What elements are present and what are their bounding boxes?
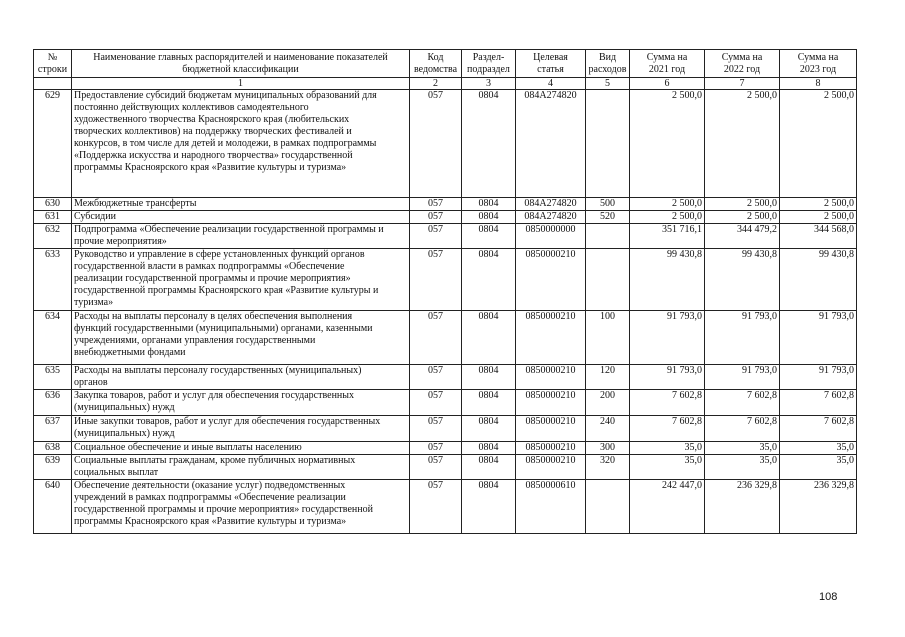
column-number: 3 xyxy=(462,78,516,90)
row-sum-2021: 2 500,0 xyxy=(630,198,705,211)
row-target-code: 0850000610 xyxy=(516,480,586,534)
row-number: 640 xyxy=(34,480,72,534)
row-sum-2022: 2 500,0 xyxy=(705,90,780,198)
row-name: Расходы на выплаты персоналу в целях обеспечения выполнения функций государственными (муниципальными) органами, казенными учреждениями, органами управления государственными внебюджетными фондами xyxy=(72,311,410,365)
row-sum-2022: 35,0 xyxy=(705,455,780,480)
header-expense: Вид расходов xyxy=(586,50,630,78)
row-sum-2022: 35,0 xyxy=(705,442,780,455)
row-name: Расходы на выплаты персоналу государственных (муниципальных) органов xyxy=(72,365,410,390)
table-row xyxy=(34,442,857,455)
row-dept-code: 057 xyxy=(410,198,462,211)
row-number: 633 xyxy=(34,249,72,311)
row-sum-2023: 7 602,8 xyxy=(780,390,857,416)
column-number: 2 xyxy=(410,78,462,90)
row-target-code: 084А274820 xyxy=(516,198,586,211)
row-target-code: 0850000210 xyxy=(516,390,586,416)
row-expense-type: 500 xyxy=(586,198,630,211)
table-row xyxy=(34,390,857,416)
row-section-code: 0804 xyxy=(462,365,516,390)
row-expense-type xyxy=(586,249,630,311)
row-dept-code: 057 xyxy=(410,224,462,249)
row-expense-type: 520 xyxy=(586,211,630,224)
row-dept-code: 057 xyxy=(410,480,462,534)
table-row xyxy=(34,249,857,311)
row-section-code: 0804 xyxy=(462,249,516,311)
row-expense-type xyxy=(586,480,630,534)
row-dept-code: 057 xyxy=(410,90,462,198)
row-name: Социальные выплаты гражданам, кроме публичных нормативных социальных выплат xyxy=(72,455,410,480)
row-name: Закупка товаров, работ и услуг для обеспечения государственных (муниципальных) нужд xyxy=(72,390,410,416)
row-sum-2023: 236 329,8 xyxy=(780,480,857,534)
table-row xyxy=(34,311,857,365)
row-sum-2023: 35,0 xyxy=(780,442,857,455)
column-number: 8 xyxy=(780,78,857,90)
row-number: 630 xyxy=(34,198,72,211)
row-expense-type: 300 xyxy=(586,442,630,455)
row-target-code: 0850000210 xyxy=(516,455,586,480)
row-sum-2023: 35,0 xyxy=(780,455,857,480)
row-sum-2021: 99 430,8 xyxy=(630,249,705,311)
row-target-code: 084А274820 xyxy=(516,90,586,198)
header-sum-2022: Сумма на 2022 год xyxy=(705,50,780,78)
row-section-code: 0804 xyxy=(462,211,516,224)
row-number: 632 xyxy=(34,224,72,249)
row-name: Обеспечение деятельности (оказание услуг) подведомственных учреждений в рамках подпрограммы «Обеспечение реализации государственной программы и прочие мероприятия» государственной программы Красноярского края «Развитие культуры и туризма» xyxy=(72,480,410,534)
row-sum-2023: 91 793,0 xyxy=(780,365,857,390)
row-target-code: 0850000210 xyxy=(516,416,586,442)
row-sum-2021: 35,0 xyxy=(630,442,705,455)
row-sum-2022: 91 793,0 xyxy=(705,365,780,390)
column-number: 7 xyxy=(705,78,780,90)
row-target-code: 0850000210 xyxy=(516,249,586,311)
row-target-code: 084А274820 xyxy=(516,211,586,224)
header-row xyxy=(34,50,857,78)
table-row xyxy=(34,455,857,480)
row-sum-2021: 35,0 xyxy=(630,455,705,480)
row-name: Руководство и управление в сфере установленных функций органов государственной власти в рамках подпрограммы «Обеспечение реализации государственной программы и прочие мероприятия» государственной программы Красноярского края «Развитие культуры и туризма» xyxy=(72,249,410,311)
table-row xyxy=(34,480,857,534)
column-number: 6 xyxy=(630,78,705,90)
row-dept-code: 057 xyxy=(410,365,462,390)
row-sum-2023: 344 568,0 xyxy=(780,224,857,249)
row-sum-2021: 242 447,0 xyxy=(630,480,705,534)
row-sum-2021: 2 500,0 xyxy=(630,90,705,198)
row-sum-2021: 351 716,1 xyxy=(630,224,705,249)
row-target-code: 0850000000 xyxy=(516,224,586,249)
table-row xyxy=(34,211,857,224)
row-sum-2022: 7 602,8 xyxy=(705,390,780,416)
row-sum-2023: 91 793,0 xyxy=(780,311,857,365)
row-sum-2023: 7 602,8 xyxy=(780,416,857,442)
column-number: 4 xyxy=(516,78,586,90)
header-sum-2023: Сумма на 2023 год xyxy=(780,50,857,78)
row-sum-2022: 7 602,8 xyxy=(705,416,780,442)
row-section-code: 0804 xyxy=(462,455,516,480)
row-dept-code: 057 xyxy=(410,211,462,224)
table-row xyxy=(34,198,857,211)
header-target: Целевая статья xyxy=(516,50,586,78)
column-numbers-row xyxy=(34,78,857,90)
page-number: 108 xyxy=(819,591,838,603)
row-sum-2021: 7 602,8 xyxy=(630,416,705,442)
header-num: № строки xyxy=(34,50,72,78)
row-expense-type xyxy=(586,90,630,198)
column-number: 5 xyxy=(586,78,630,90)
table-row xyxy=(34,90,857,198)
header-name: Наименование главных распорядителей и наименование показателей бюджетной классификации xyxy=(72,50,410,78)
row-expense-type: 100 xyxy=(586,311,630,365)
row-dept-code: 057 xyxy=(410,249,462,311)
row-dept-code: 057 xyxy=(410,311,462,365)
row-section-code: 0804 xyxy=(462,480,516,534)
table-body xyxy=(34,90,857,534)
row-sum-2021: 7 602,8 xyxy=(630,390,705,416)
header-dept: Код ведомства xyxy=(410,50,462,78)
row-sum-2022: 2 500,0 xyxy=(705,198,780,211)
column-number xyxy=(34,78,72,90)
row-dept-code: 057 xyxy=(410,390,462,416)
row-expense-type: 120 xyxy=(586,365,630,390)
table-row xyxy=(34,416,857,442)
table-row xyxy=(34,224,857,249)
row-section-code: 0804 xyxy=(462,311,516,365)
header-sum-2021: Сумма на 2021 год xyxy=(630,50,705,78)
row-name: Социальное обеспечение и иные выплаты населению xyxy=(72,442,410,455)
row-sum-2023: 2 500,0 xyxy=(780,198,857,211)
row-sum-2023: 2 500,0 xyxy=(780,211,857,224)
row-sum-2022: 91 793,0 xyxy=(705,311,780,365)
row-expense-type: 200 xyxy=(586,390,630,416)
row-dept-code: 057 xyxy=(410,416,462,442)
header-section: Раздел- подраздел xyxy=(462,50,516,78)
row-sum-2021: 91 793,0 xyxy=(630,365,705,390)
row-number: 629 xyxy=(34,90,72,198)
row-number: 637 xyxy=(34,416,72,442)
column-number: 1 xyxy=(72,78,410,90)
row-sum-2022: 99 430,8 xyxy=(705,249,780,311)
row-number: 639 xyxy=(34,455,72,480)
row-sum-2021: 91 793,0 xyxy=(630,311,705,365)
row-number: 631 xyxy=(34,211,72,224)
row-section-code: 0804 xyxy=(462,390,516,416)
row-name: Предоставление субсидий бюджетам муниципальных образований для постоянно действующих коллективов самодеятельного художественного творчества Красноярского края (любительских творческих коллективов) на поддержку творческих фестивалей и конкурсов, в том числе для детей и молодежи, в рамках подпрограммы «Поддержка искусства и народного творчества» государственной программы Красноярского края «Развитие культуры и туризма» xyxy=(72,90,410,198)
row-number: 634 xyxy=(34,311,72,365)
row-name: Субсидии xyxy=(72,211,410,224)
row-name: Подпрограмма «Обеспечение реализации государственной программы и прочие мероприятия» xyxy=(72,224,410,249)
row-number: 636 xyxy=(34,390,72,416)
row-sum-2021: 2 500,0 xyxy=(630,211,705,224)
row-dept-code: 057 xyxy=(410,442,462,455)
row-section-code: 0804 xyxy=(462,442,516,455)
row-name: Межбюджетные трансферты xyxy=(72,198,410,211)
row-section-code: 0804 xyxy=(462,90,516,198)
row-number: 638 xyxy=(34,442,72,455)
row-sum-2022: 236 329,8 xyxy=(705,480,780,534)
budget-table xyxy=(33,49,857,534)
row-dept-code: 057 xyxy=(410,455,462,480)
row-target-code: 0850000210 xyxy=(516,311,586,365)
row-sum-2022: 344 479,2 xyxy=(705,224,780,249)
row-expense-type: 320 xyxy=(586,455,630,480)
row-expense-type xyxy=(586,224,630,249)
row-expense-type: 240 xyxy=(586,416,630,442)
row-section-code: 0804 xyxy=(462,198,516,211)
row-section-code: 0804 xyxy=(462,224,516,249)
row-sum-2023: 2 500,0 xyxy=(780,90,857,198)
row-section-code: 0804 xyxy=(462,416,516,442)
row-name: Иные закупки товаров, работ и услуг для обеспечения государственных (муниципальных) нужд xyxy=(72,416,410,442)
row-sum-2022: 2 500,0 xyxy=(705,211,780,224)
row-number: 635 xyxy=(34,365,72,390)
row-target-code: 0850000210 xyxy=(516,365,586,390)
table-row xyxy=(34,365,857,390)
row-target-code: 0850000210 xyxy=(516,442,586,455)
row-sum-2023: 99 430,8 xyxy=(780,249,857,311)
